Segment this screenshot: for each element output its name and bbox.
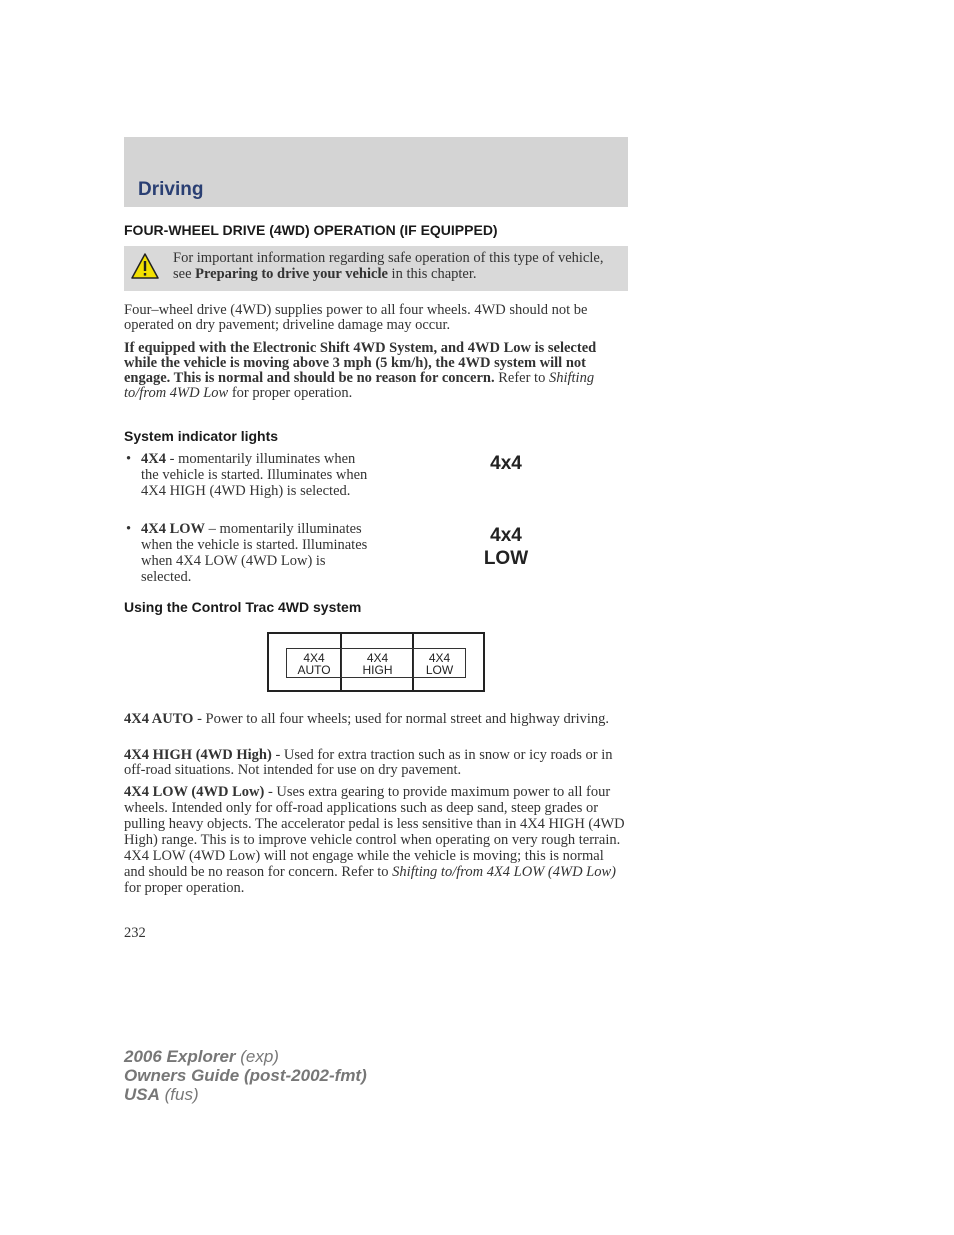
indicator-4x4-low-icon: 4x4 LOW <box>483 525 529 569</box>
intro-paragraph: Four–wheel drive (4WD) supplies power to all four wheels. 4WD should not be operated on dry pavement; driveline damage may occur. <box>124 302 588 333</box>
page-number: 232 <box>124 925 146 941</box>
warning-text: For important information regarding safe operation of this type of vehicle, see Preparing to drive your vehicle in this chapter. <box>173 250 604 282</box>
chapter-header-band <box>124 137 628 207</box>
warning-box <box>124 246 628 291</box>
switch-4x4-high-button: 4X4 HIGH <box>342 648 414 678</box>
indicator-4x4-icon: 4x4 <box>490 453 522 474</box>
warning-triangle-icon <box>130 252 160 280</box>
caution-paragraph: If equipped with the Electronic Shift 4WD System, and 4WD Low is selected while the vehicle is moving above 3 mph (5 km/h), the 4WD system will not engage. This is normal and should be no reason for concern. Refer to Shifting to/from 4WD Low for proper operation. <box>124 340 597 401</box>
switch-4x4-auto-button: 4X4 AUTO <box>286 648 342 678</box>
switch-4x4-low-button: 4X4 LOW <box>414 648 466 678</box>
mode-4x4-high-description: 4X4 HIGH (4WD High) - Used for extra traction such as in snow or icy roads or in off-road situations. Not intended for use on dry pavement. <box>124 747 613 778</box>
mode-4x4-low-description: 4X4 LOW (4WD Low) - Uses extra gearing to provide maximum power to all four wheels. Intended only for off-road applications such as deep sand, steep grades or pulling heavy objects. The accelerator pedal is less sensitive than in 4X4 HIGH (4WD High) range. This is to improve vehicle control when operating on very rough terrain. 4X4 LOW (4WD Low) will not engage while the vehicle is moving; this is normal and should be no reason for concern. Refer to Shifting to/from 4X4 LOW (4WD Low) for proper operation. <box>124 784 625 896</box>
section-title: FOUR-WHEEL DRIVE (4WD) OPERATION (IF EQUIPPED) <box>124 222 498 238</box>
control-trac-switch-diagram <box>267 632 485 692</box>
document-footer: 2006 Explorer (exp) Owners Guide (post-2002-fmt) USA (fus) <box>124 1047 367 1104</box>
indicator-heading: System indicator lights <box>124 428 279 444</box>
mode-4x4-auto-description: 4X4 AUTO - Power to all four wheels; used for normal street and highway driving. <box>124 711 610 727</box>
chapter-title: Driving <box>138 179 204 200</box>
control-trac-heading: Using the Control Trac 4WD system <box>124 599 362 615</box>
warning-link-text: Preparing to drive your vehicle <box>195 266 388 282</box>
